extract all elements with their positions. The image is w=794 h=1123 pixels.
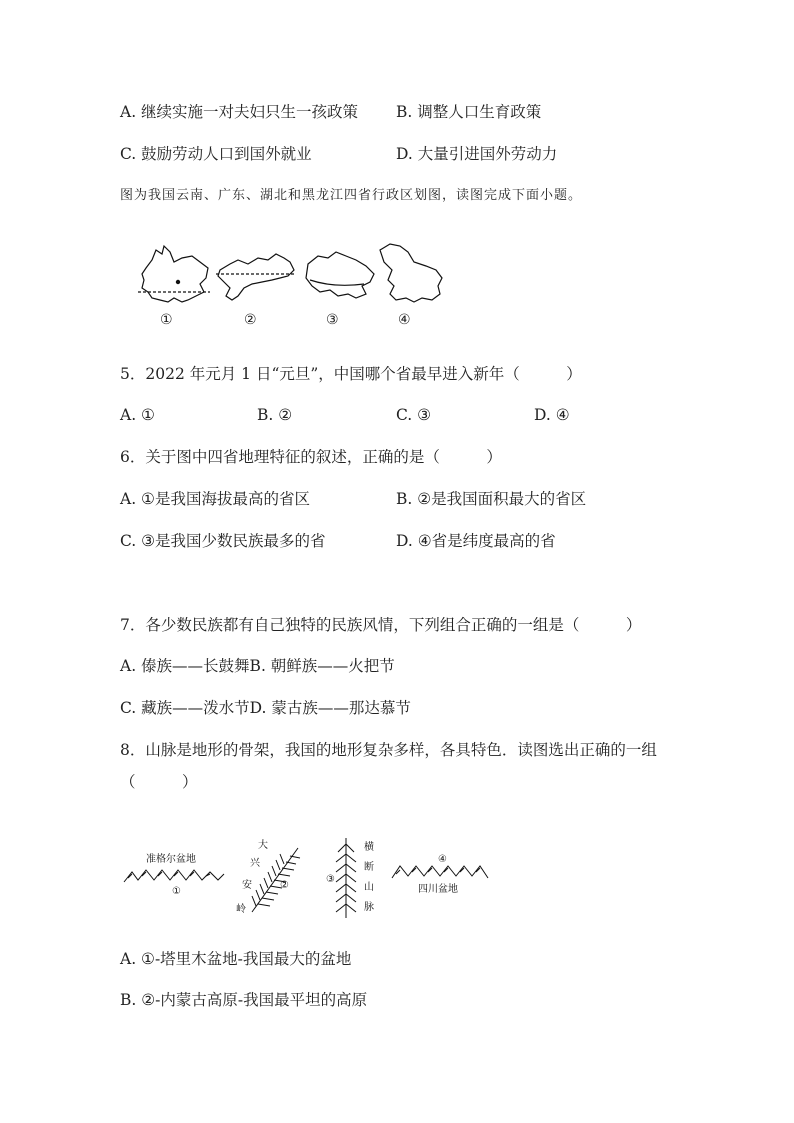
q7-option-ab: A. 傣族——长鼓舞B. 朝鲜族——火把节 — [120, 657, 395, 675]
basin-label-1: 准格尔盆地 — [146, 854, 196, 865]
mountain-group-3 — [336, 838, 356, 918]
q5-option-b: B. ② — [257, 406, 293, 424]
q5-option-c: C. ③ — [396, 406, 432, 424]
province-maps-figure — [134, 240, 464, 335]
basin-label-4: 四川盆地 — [418, 884, 458, 895]
q8-paren: （ ） — [120, 773, 198, 791]
hengduan-char-3: 山 — [364, 882, 374, 893]
province-map-4 — [380, 244, 442, 302]
q4-option-c: C. 鼓励劳动人口到国外就业 — [120, 145, 312, 163]
map-label-1: ① — [160, 312, 173, 328]
map-label-3: ③ — [326, 312, 339, 328]
daxinganling-char-2: 兴 — [250, 858, 260, 869]
q8-stem: 8．山脉是地形的骨架，我国的地形复杂多样，各具特色．读图选出正确的一组 — [120, 741, 657, 759]
province-map-2 — [216, 254, 296, 300]
hengduan-char-2: 断 — [364, 862, 374, 873]
q4-option-b: B. 调整人口生育政策 — [396, 103, 542, 121]
q7-stem: 7．各少数民族都有自己独特的民族风情，下列组合正确的一组是（ ） — [120, 616, 642, 634]
mountain-num-2: ② — [280, 880, 289, 891]
q5-option-a: A. ① — [120, 406, 155, 424]
mountain-group-1 — [124, 870, 224, 882]
q5-option-d: D. ④ — [534, 406, 570, 424]
map-label-4: ④ — [398, 312, 411, 328]
hengduan-char-1: 横 — [364, 842, 374, 853]
q6-option-b: B. ②是我国面积最大的省区 — [396, 490, 587, 508]
q6-option-c: C. ③是我国少数民族最多的省 — [120, 532, 326, 550]
mountain-num-1: ① — [172, 886, 181, 897]
mountain-ranges-figure — [120, 834, 500, 924]
q4-option-a: A. 继续实施一对夫妇只生一孩政策 — [120, 103, 359, 121]
daxinganling-char-1: 大 — [258, 840, 268, 851]
hengduan-char-4: 脉 — [364, 902, 374, 913]
q4-option-d: D. 大量引进国外劳动力 — [396, 145, 558, 163]
mountain-num-3: ③ — [326, 874, 335, 885]
q8-option-b: B. ②-内蒙古高原-我国最平坦的高原 — [120, 991, 368, 1009]
mountain-group-4 — [392, 866, 488, 878]
daxinganling-char-4: 岭 — [236, 904, 246, 915]
map-label-2: ② — [244, 312, 257, 328]
mountain-num-4: ④ — [438, 854, 447, 865]
q8-option-a: A. ①-塔里木盆地-我国最大的盆地 — [120, 950, 352, 968]
province-map-1 — [138, 246, 210, 302]
map-intro-text: 图为我国云南、广东、湖北和黑龙江四省行政区划图，读图完成下面小题。 — [120, 188, 583, 203]
q6-option-d: D. ④省是纬度最高的省 — [396, 532, 556, 550]
q6-stem: 6．关于图中四省地理特征的叙述，正确的是（ ） — [120, 448, 502, 466]
q5-stem: 5．2022 年元月 1 日“元旦”，中国哪个省最早进入新年（ ） — [120, 365, 582, 383]
q7-option-cd: C. 藏族——泼水节D. 蒙古族——那达慕节 — [120, 699, 411, 717]
province-map-3 — [306, 252, 374, 298]
q6-option-a: A. ①是我国海拔最高的省区 — [120, 490, 310, 508]
daxinganling-char-3: 安 — [242, 880, 252, 891]
